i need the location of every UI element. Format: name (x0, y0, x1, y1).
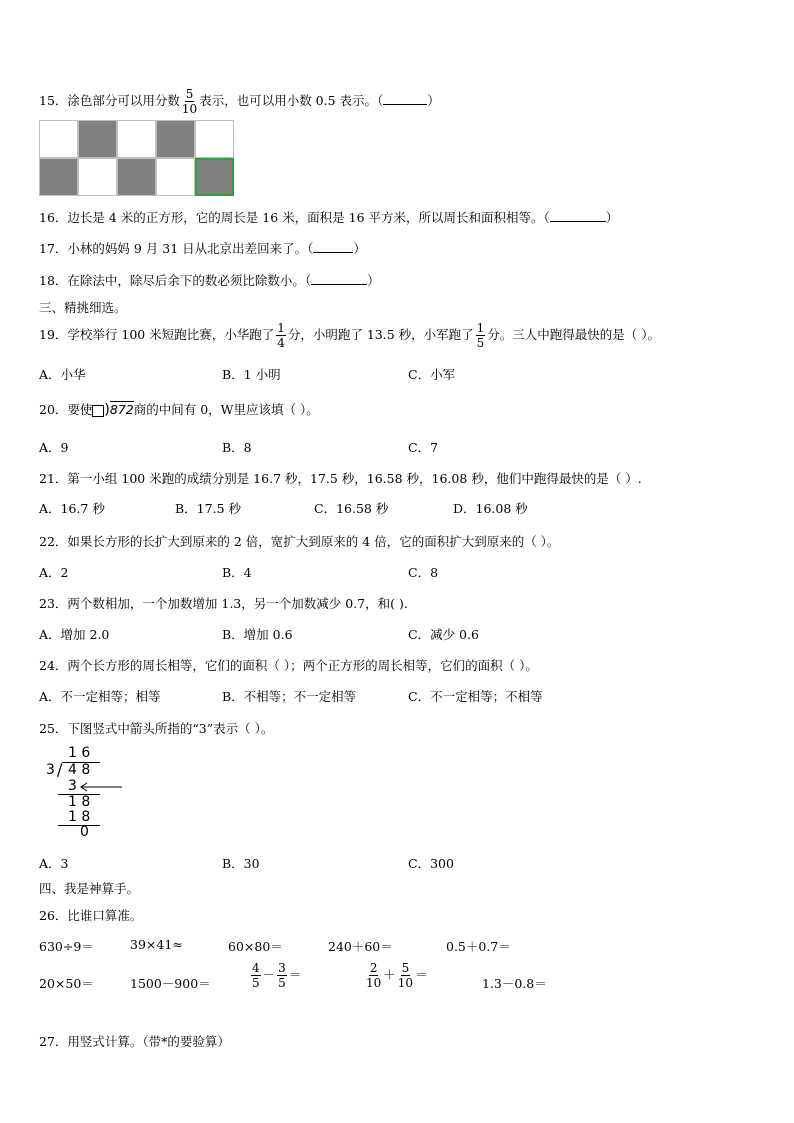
section-3-heading: 三、精挑细选。 (39, 300, 127, 315)
question-20: 20．要使 )872商的中间有 0，W里应该填（ ）。 (39, 402, 319, 418)
calc-item[interactable]: 1.3－0.8＝ (482, 976, 547, 991)
blank-square-icon (92, 405, 104, 417)
q25-option-b[interactable]: B．30 (222, 856, 260, 871)
grid-cell-shaded (156, 120, 195, 158)
question-23: 23．两个数相加，一个加数增加 1.3，另一个加数减少 0.7，和( ). (39, 596, 408, 611)
q24-option-c[interactable]: C．不一定相等；不相等 (408, 689, 543, 704)
answer-blank[interactable] (311, 273, 367, 285)
q22-option-a[interactable]: A．2 (39, 565, 69, 580)
question-26-title: 26．比谁口算准。 (39, 908, 143, 923)
q23-option-b[interactable]: B．增加 0.6 (222, 627, 293, 642)
grid-cell-shaded (39, 158, 78, 196)
q20-option-a[interactable]: A．9 (39, 440, 69, 455)
fraction-1-5: $\frac{1}{5}$ (476, 321, 485, 350)
answer-blank[interactable] (383, 93, 427, 105)
grid-cell (39, 120, 78, 158)
calc-item-fraction-1[interactable]: $\frac{4}{5}$ － $\frac{3}{5}$ ＝ (252, 961, 302, 990)
question-18: 18．在除法中，除尽后余下的数必须比除数小。（ ） (39, 273, 380, 288)
question-17: 17．小林的妈妈 9 月 31 日从北京出差回来了。（ ） (39, 241, 366, 256)
division-bracket-icon: ) (104, 402, 110, 418)
question-25: 25．下图竖式中箭头所指的“3”表示（ ）。 (39, 721, 274, 736)
division-bracket-icon: / (57, 760, 63, 779)
question-24: 24．两个长方形的周长相等，它们的面积（ ）；两个正方形的周长相等，它们的面积（ ）。 (39, 658, 538, 673)
q21-option-b[interactable]: B．17.5 秒 (175, 501, 241, 516)
fraction-5-10: $\frac{5}{10}$ (181, 87, 198, 116)
grid-cell-shaded (78, 120, 117, 158)
q21-option-c[interactable]: C．16.58 秒 (314, 501, 389, 516)
q20-option-b[interactable]: B．8 (222, 440, 252, 455)
q22-option-c[interactable]: C．8 (408, 565, 439, 580)
question-27: 27．用竖式计算。（带*的要验算） (39, 1034, 230, 1049)
q22-option-b[interactable]: B．4 (222, 565, 252, 580)
q24-option-a[interactable]: A．不一定相等；相等 (39, 689, 161, 704)
calc-item[interactable]: 630÷9＝ (39, 939, 94, 954)
q20-option-c[interactable]: C．7 (408, 440, 439, 455)
question-19: 19．学校举行 100 米短跑比赛，小华跑了 $\frac{1}{4}$ 分，小明跑了 13.5 秒，小军跑了 $\frac{1}{5}$ 分。三人中跑得最快的是（ ）。 (39, 321, 661, 350)
grid-cell (156, 158, 195, 196)
grid-cell (117, 120, 156, 158)
q24-option-b[interactable]: B．不相等；不一定相等 (222, 689, 357, 704)
q21-option-a[interactable]: A．16.7 秒 (39, 501, 105, 516)
question-15: 15．涂色部分可以用分数 $\frac{5}{10}$ 表示，也可以用小数 0.5 表示。（ ） (39, 87, 440, 116)
q23-option-c[interactable]: C．减少 0.6 (408, 627, 479, 642)
calc-item[interactable]: 39×41≈ (130, 937, 183, 952)
q19-option-b[interactable]: B．1 小明 (222, 367, 281, 382)
question-21: 21．第一小组 100 米跑的成绩分别是 16.7 秒，17.5 秒，16.58 秒，16.08 秒，他们中跑得最快的是（ ）. (39, 471, 642, 486)
calc-item[interactable]: 1500－900＝ (130, 976, 211, 991)
q25-option-a[interactable]: A．3 (39, 856, 69, 871)
question-16: 16．边长是 4 米的正方形，它的周长是 16 米，面积是 16 平方米，所以周长和面积相等。（ ） (39, 210, 619, 225)
answer-blank[interactable] (550, 210, 606, 222)
q25-option-c[interactable]: C．300 (408, 856, 454, 871)
q21-option-d[interactable]: D．16.08 秒 (453, 501, 528, 516)
q19-option-a[interactable]: A．小华 (39, 367, 86, 382)
q19-option-c[interactable]: C．小军 (408, 367, 456, 382)
arrow-left-icon (78, 781, 122, 793)
grid-cell-selected[interactable] (195, 158, 234, 196)
question-22: 22．如果长方形的长扩大到原来的 2 倍，宽扩大到原来的 4 倍，它的面积扩大到原来的（ ）。 (39, 534, 560, 549)
calc-item[interactable]: 0.5＋0.7＝ (446, 939, 511, 954)
shaded-grid (39, 120, 237, 196)
calc-item[interactable]: 60×80＝ (228, 939, 283, 954)
long-division-figure: 1 6 3 / 4 8 3 1 8 1 8 0 (44, 745, 164, 841)
fraction-1-4: $\frac{1}{4}$ (277, 321, 285, 350)
q15-prefix: 15． (39, 93, 68, 108)
grid-cell (78, 158, 117, 196)
grid-cell (195, 120, 234, 158)
subtraction-line (58, 825, 100, 826)
calc-item-fraction-2[interactable]: $\frac{2}{10}$ ＋ $\frac{5}{10}$ ＝ (366, 961, 428, 990)
calc-item[interactable]: 240＋60＝ (328, 939, 393, 954)
section-4-heading: 四、我是神算手。 (39, 881, 140, 896)
calc-item[interactable]: 20×50＝ (39, 976, 94, 991)
answer-blank[interactable] (313, 241, 353, 253)
q23-option-a[interactable]: A．增加 2.0 (39, 627, 110, 642)
grid-cell-shaded (117, 158, 156, 196)
